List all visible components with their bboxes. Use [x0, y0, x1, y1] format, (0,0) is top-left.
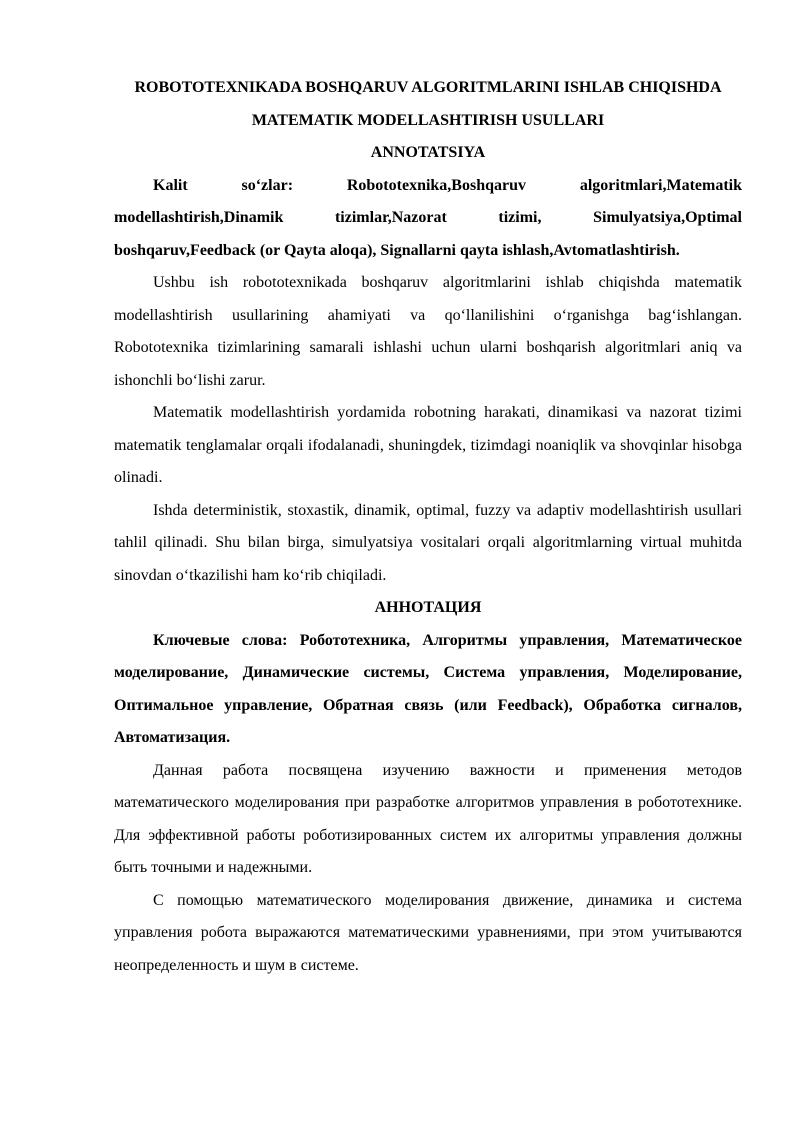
ru-paragraph-1: Данная работа посвящена изучению важности и применения методов математического моделирования при разработке алгоритмов управления в робототехнике. Для эффективной работы роботизированных систем их алгоритмы управления должны быть точными и надежными. — [114, 761, 742, 876]
uz-paragraph-3: Ishda deterministik, stoxastik, dinamik, optimal, fuzzy va adaptiv modellashtirish usullari tahlil qilinadi. Shu bilan birga, simulyatsiya vositalari orqali algoritmlarning virtual muhitda sinovdan o‘tkazilishi ham ko‘rib chiqiladi. — [114, 501, 742, 584]
ru-keywords: Ключевые слова: Робототехника, Алгоритмы управления, Математическое моделирование, Динамические системы, Система управления, Моделирование, Оптимальное управление, Обратная связь (или Feedback), Обработка сигналов, Автоматизация. — [114, 631, 742, 746]
document-page — [114, 72, 742, 982]
document-title: ROBOTOTEXNIKADA BOSHQARUV ALGORITMLARINI ISHLAB CHIQISHDA MATEMATIK MODELLASHTIRISH USULLARI — [134, 79, 722, 129]
uz-paragraph-1: Ushbu ish robototexnikada boshqaruv algoritmlarini ishlab chiqishda matematik modellashtirish usullarining ahamiyati va qo‘llanilishini o‘rganishga bag‘ishlangan. Robototexnika tizimlarining samarali ishlashi uchun ularni boshqarish algoritmlari aniq va ishonchli bo‘lishi zarur. — [114, 274, 742, 389]
uz-keywords: Kalit so‘zlar: Robototexnika,Boshqaruv algoritmlari,Matematik modellashtirish,Dinamik tizimlar,Nazorat tizimi, Simulyatsiya,Optimal boshqaruv,Feedback (or Qayta aloqa), Signallarni qayta ishlash,Avtomatlashtirish. — [114, 176, 742, 259]
ru-paragraph-2: С помощью математического моделирования движение, динамика и система управления робота выражаются математическими уравнениями, при этом учитываются неопределенность и шум в системе. — [114, 891, 742, 974]
uz-paragraph-2: Matematik modellashtirish yordamida robotning harakati, dinamikasi va nazorat tizimi matematik tenglamalar orqali ifodalanadi, shuningdek, tizimdagi noaniqlik va shovqinlar hisobga olinadi. — [114, 404, 742, 486]
ru-annotation-heading: АННОТАЦИЯ — [374, 599, 482, 616]
uz-annotation-heading: ANNOTATSIYA — [370, 144, 486, 161]
